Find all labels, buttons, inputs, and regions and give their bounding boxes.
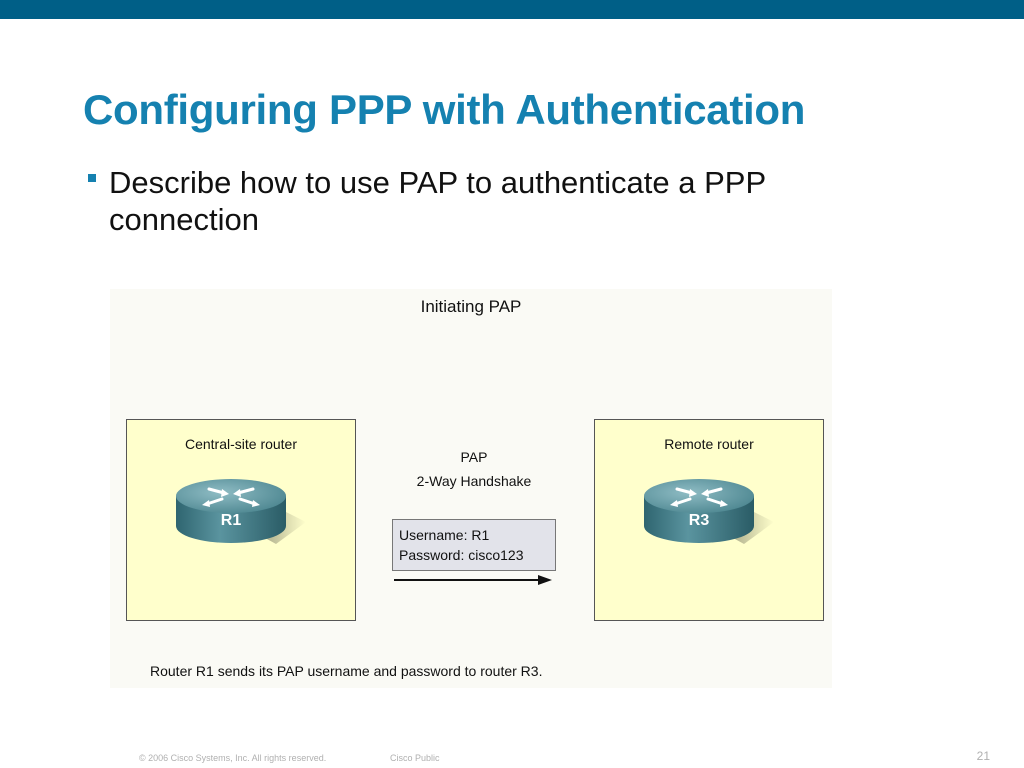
router-name-r3: R3 [688, 512, 710, 529]
router-icon [176, 478, 306, 553]
router-name-r1: R1 [220, 512, 242, 529]
diagram-caption: Router R1 sends its PAP username and password to router R3. [150, 663, 543, 679]
arrow-right-icon [394, 573, 554, 587]
protocol-label: PAP [460, 449, 488, 465]
credentials-box [392, 519, 556, 571]
remote-site-box [594, 419, 824, 621]
username-text: Username: R1 [399, 527, 490, 543]
router-icon [644, 478, 774, 553]
top-bar [0, 0, 1024, 19]
central-site-box [126, 419, 356, 621]
pap-diagram [110, 289, 832, 688]
handshake-label: 2-Way Handshake [416, 473, 532, 489]
square-bullet-icon [88, 174, 96, 182]
footer-classification: Cisco Public [390, 753, 440, 763]
password-text: Password: cisco123 [399, 547, 524, 563]
page-number: 21 [976, 749, 990, 763]
remote-site-label: Remote router [664, 436, 754, 452]
footer-copyright: © 2006 Cisco Systems, Inc. All rights reserved. [139, 753, 327, 763]
bullet-text: Describe how to use PAP to authenticate a PPP connection [109, 165, 766, 237]
diagram-title: Initiating PAP [420, 297, 522, 316]
central-site-label: Central-site router [184, 436, 298, 452]
slide-title: Configuring PPP with Authentication [83, 86, 806, 133]
